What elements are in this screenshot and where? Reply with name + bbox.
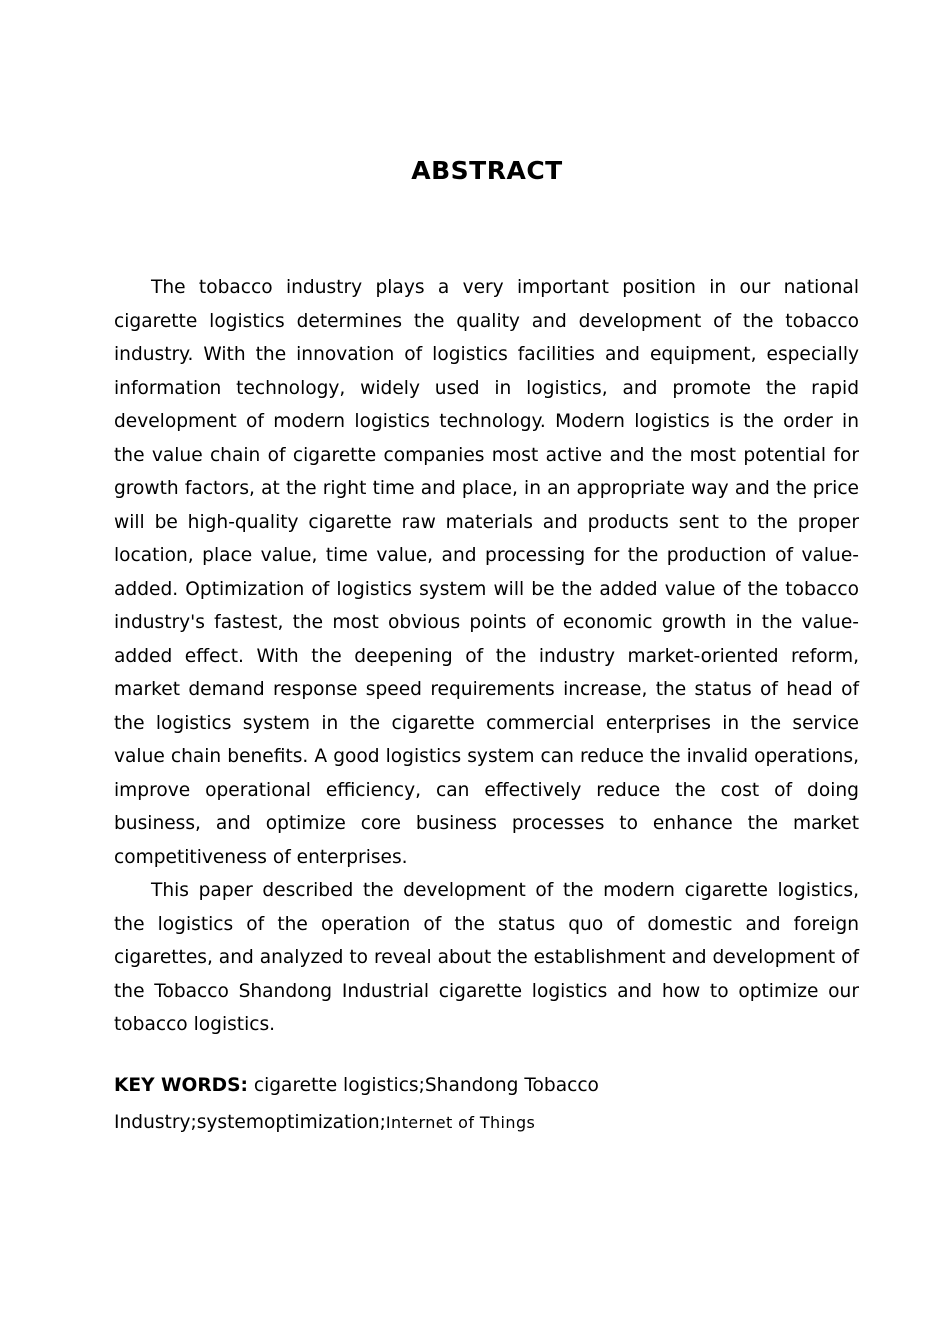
abstract-heading: ABSTRACT <box>411 156 563 185</box>
keywords-line <box>114 1067 859 1141</box>
keywords-small-text: Internet of Things <box>385 1113 536 1132</box>
keywords-text: cigarette logistics;Shandong Tobacco Industry;systemoptimization; <box>114 1075 599 1133</box>
abstract-paragraph-1: The tobacco industry plays a very important position in our national cigarette logistics determines the quality and development of the tobacco industry. With the innovation of logistics facilities and equipment, especially information technology, widely used in logistics, and promote the rapid development of modern logistics technology. Modern logistics is the order in the value chain of cigarette companies most active and the most potential for growth factors, at the right time and place, in an appropriate way and the price will be high-quality cigarette raw materials and products sent to the proper location, place value, time value, and processing for the production of value-added. Optimization of logistics system will be the added value of the tobacco industry's fastest, the most obvious points of economic growth in the value-added effect. With the deepening of the industry market-oriented reform, market demand response speed requirements increase, the status of head of the logistics system in the cigarette commercial enterprises in the service value chain benefits. A good logistics system can reduce the invalid operations, improve operational efficiency, can effectively reduce the cost of doing business, and optimize core business processes to enhance the market competitiveness of enterprises. <box>114 277 859 868</box>
keywords-label: KEY WORDS: <box>114 1075 248 1096</box>
abstract-paragraph-2: This paper described the development of the modern cigarette logistics, the logistics of the operation of the status quo of domestic and foreign cigarettes, and analyzed to reveal about the establishment and development of the Tobacco Shandong Industrial cigarette logistics and how to optimize our tobacco logistics. <box>114 880 859 1035</box>
abstract-body <box>114 271 859 1042</box>
